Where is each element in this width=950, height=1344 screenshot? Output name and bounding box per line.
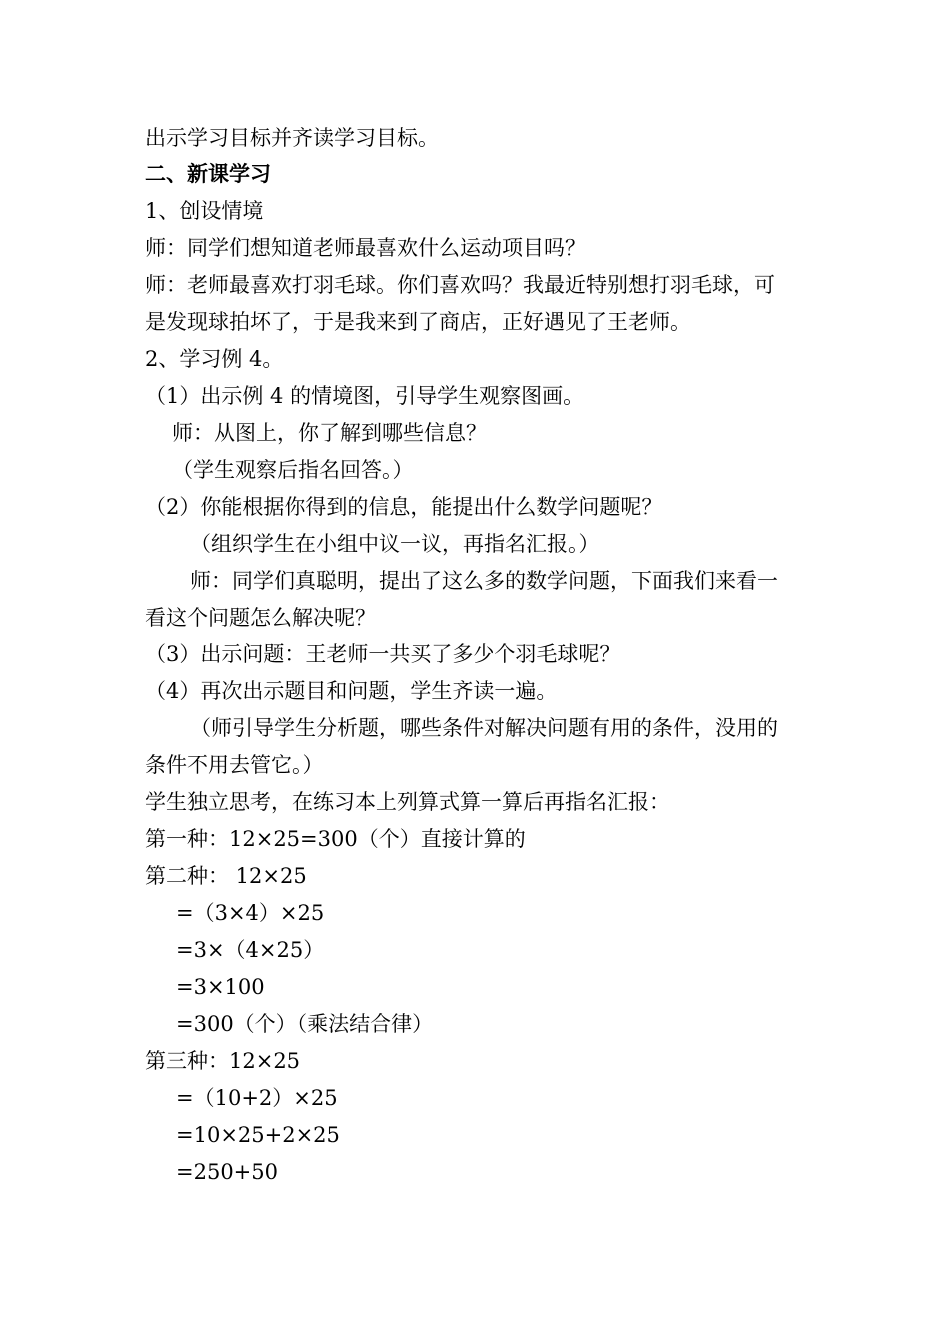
paragraph-teacher-badminton-2: 是发现球拍坏了，于是我来到了商店，正好遇见了王老师。 (145, 310, 691, 334)
paragraph-students-answer: （学生观察后指名回答。） (172, 458, 414, 482)
method-3-step-3: =250+50 (176, 1160, 278, 1184)
subheading-example-4: 2、学习例 4。 (145, 347, 284, 371)
paragraph-analyze-conditions-1: （师引导学生分析题，哪些条件对解决问题有用的条件，没用的 (190, 716, 778, 740)
paragraph-group-discussion: （组织学生在小组中议一议，再指名汇报。） (190, 532, 600, 556)
method-3-step-2: =10×25+2×25 (176, 1123, 340, 1147)
method-3-step-1: =（10+2）×25 (176, 1086, 338, 1110)
paragraph-teacher-praise-2: 看这个问题怎么解决呢？ (145, 606, 376, 630)
paragraph-teacher-badminton-1: 师：老师最喜欢打羽毛球。你们喜欢吗？我最近特别想打羽毛球，可 (145, 273, 775, 297)
step-3-show-problem: （3）出示问题：王老师一共买了多少个羽毛球呢？ (145, 642, 621, 666)
subheading-create-scenario: 1、创设情境 (145, 199, 264, 223)
method-2-step-4: =300（个）（乘法结合律） (176, 1012, 434, 1036)
paragraph-teacher-info: 师：从图上，你了解到哪些信息？ (172, 421, 487, 445)
paragraph-analyze-conditions-2: 条件不用去管它。） (145, 753, 324, 777)
paragraph-show-goals: 出示学习目标并齐读学习目标。 (145, 126, 439, 150)
step-2-ask-question: （2）你能根据你得到的信息，能提出什么数学问题呢？ (145, 495, 663, 519)
paragraph-independent-thinking: 学生独立思考，在练习本上列算式算一算后再指名汇报： (145, 790, 670, 814)
step-4-read-problem: （4）再次出示题目和问题，学生齐读一遍。 (145, 679, 558, 703)
paragraph-teacher-praise-1: 师：同学们真聪明，提出了这么多的数学问题，下面我们来看一 (190, 569, 778, 593)
step-1-show-image: （1）出示例 4 的情境图，引导学生观察图画。 (145, 384, 585, 408)
method-2-step-1: =（3×4）×25 (176, 901, 325, 925)
method-3-heading: 第三种：12×25 (145, 1049, 301, 1073)
method-2-heading: 第二种： 12×25 (145, 864, 307, 888)
paragraph-teacher-question: 师：同学们想知道老师最喜欢什么运动项目吗？ (145, 236, 586, 260)
method-2-step-3: =3×100 (176, 975, 265, 999)
section-heading-new-lesson: 二、新课学习 (145, 161, 271, 186)
method-1: 第一种：12×25=300（个）直接计算的 (145, 827, 526, 851)
method-2-step-2: =3×（4×25） (176, 938, 325, 962)
